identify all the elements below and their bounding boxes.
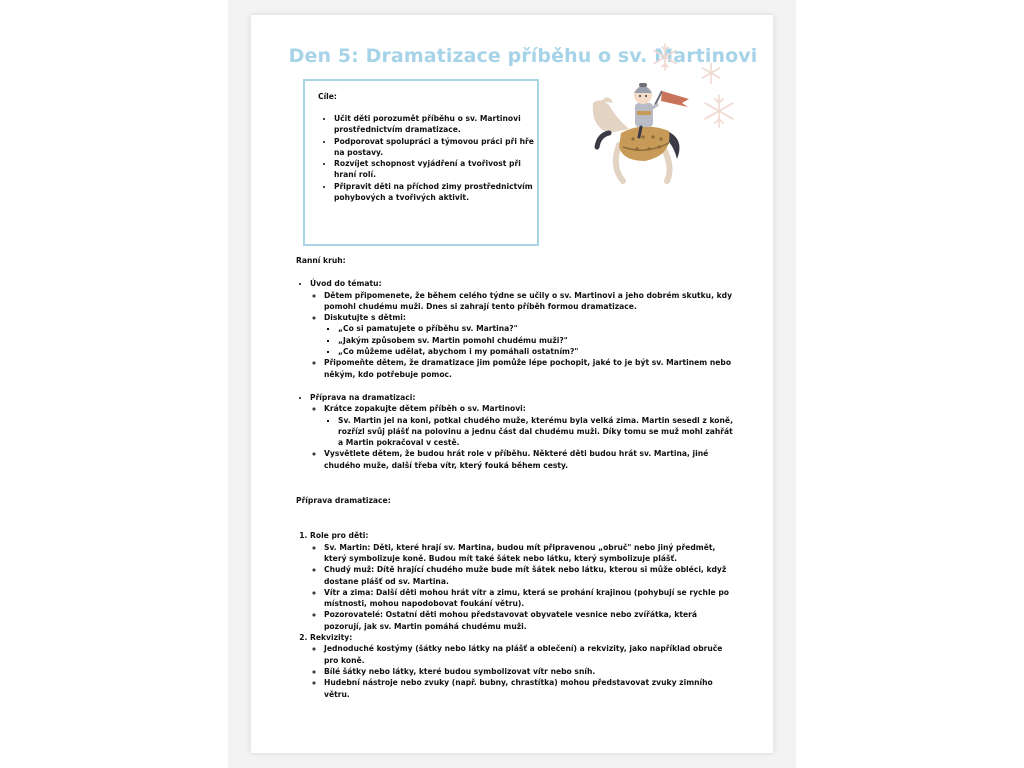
question-item: ▪ „Jakým způsobem sv. Martin pomohl chudému muži?" xyxy=(338,335,736,346)
prop-item: ◦ Jednoduché kostýmy (šátky nebo látky na plášť a oblečení) a rekvizity, jako například obruče pro koně. xyxy=(324,643,736,666)
list-item xyxy=(310,278,736,380)
discuss-label: Diskutujte s dětmi: xyxy=(324,313,406,323)
question-item: ▪ „Co si pamatujete o příběhu sv. Martina?" xyxy=(338,323,736,334)
list-item: ◦ Dětem připomenete, že během celého týdne se učily o sv. Martinovi a jeho dobrém skutku, kdy pomohl chudému muži. Dnes si zahrají tento příběh formou dramatizace. xyxy=(324,290,736,313)
prep-list xyxy=(296,392,736,471)
role-item: ◦ Vítr a zima: Další děti mohou hrát vítr a zimu, která se prohání krajinou (pohybují se rychle po místnosti, mohou napodobovat foukání větru). xyxy=(324,587,736,610)
prop-item: ◦ Hudební nástroje nebo zvuky (např. bubny, chrastítka) mohou představovat zvuky zimního větru. xyxy=(324,677,736,700)
prop-item: ◦ Bílé šátky nebo látky, které budou symbolizovat vítr nebo sníh. xyxy=(324,666,736,677)
snowflake-icon xyxy=(654,44,733,127)
list-item xyxy=(310,392,736,471)
page-title: Den 5: Dramatizace příběhu o sv. Martinovi xyxy=(288,45,758,67)
goal-item: • Rozvíjet schopnost vyjádření a tvořivost při hraní rolí. xyxy=(334,158,544,181)
document-content xyxy=(296,255,736,700)
role-item: ◦ Chudý muž: Dítě hrající chudého muže bude mít šátek nebo látku, kterou si může obléci, když dostane plášť od sv. Martina. xyxy=(324,564,736,587)
goals-box xyxy=(303,79,539,246)
list-item: ◦ Připomeňte dětem, že dramatizace jim pomůže lépe pochopit, jaké to je být sv. Martinem nebo někým, kdo potřebuje pomoc. xyxy=(324,357,736,380)
story-item: ▪ Sv. Martin jel na koni, potkal chudého muže, kterému byla velká zima. Martin sesedl z koně, rozřízl svůj plášť na polovinu a jednu část dal chudému muži. Díky tomu se muž mohl zahřát a Martin pokračoval v cestě. xyxy=(338,415,736,449)
goal-item: • Připravit děti na příchod zimy prostřednictvím pohybových a tvořivých aktivit. xyxy=(334,181,544,204)
roles-label: Role pro děti: xyxy=(310,531,369,541)
list-item xyxy=(310,632,736,700)
recap-label: Krátce zopakujte dětem příběh o sv. Martinovi: xyxy=(324,404,526,414)
role-item: ◦ Sv. Martin: Děti, které hrají sv. Martina, budou mít připravenou „obruč" nebo jiný předmět, který symbolizuje koně. Budou mít také šátek nebo látku, který symbolizuje plášť. xyxy=(324,542,736,565)
props-label: Rekvizity: xyxy=(310,633,353,643)
intro-label: Úvod do tématu: xyxy=(310,279,382,289)
role-item: ◦ Pozorovatelé: Ostatní děti mohou představovat obyvatele vesnice nebo zvířátka, která pozorují, jak sv. Martin pomáhá chudému muži. xyxy=(324,609,736,632)
list-item xyxy=(324,403,736,448)
question-item: ▪ „Co můžeme udělat, abychom i my pomáhali ostatním?" xyxy=(338,346,736,357)
document-page xyxy=(251,15,773,753)
dramatization-list xyxy=(296,530,736,699)
goals-list xyxy=(319,113,544,203)
goals-label: Cíle: xyxy=(318,92,337,101)
list-item xyxy=(310,530,736,632)
goal-item: • Učit děti porozumět příběhu o sv. Martinovi prostřednictvím dramatizace. xyxy=(334,113,544,136)
list-item xyxy=(324,312,736,357)
prep-label: Příprava na dramatizaci: xyxy=(310,392,416,402)
dramatization-heading: Příprava dramatizace: xyxy=(296,496,391,506)
morning-circle-heading: Ranní kruh: xyxy=(296,256,346,265)
knight-on-horse-icon xyxy=(581,35,741,195)
goal-item: • Podporovat spolupráci a týmovou práci při hře na postavy. xyxy=(334,136,544,159)
morning-circle-list xyxy=(296,278,736,380)
list-item: ◦ Vysvětlete dětem, že budou hrát role v příběhu. Některé děti budou hrát sv. Martina, jiné chudého muže, další třeba vítr, který fouká během cesty. xyxy=(324,448,736,471)
